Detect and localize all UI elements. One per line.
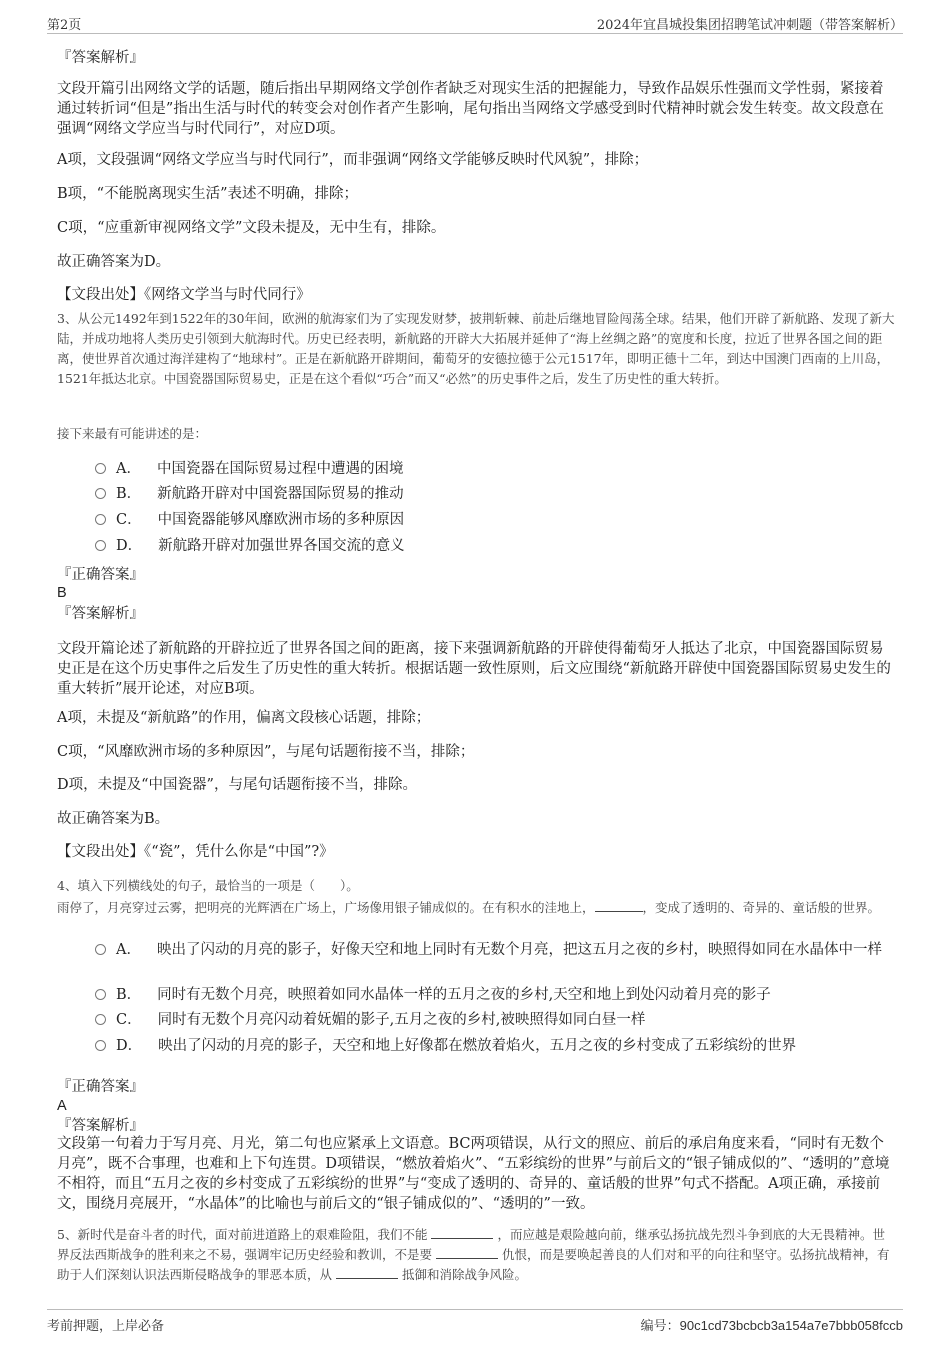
option-b[interactable]: B． 新航路开辟对中国瓷器国际贸易的推动	[95, 483, 895, 505]
blank-line	[436, 1246, 498, 1259]
blank-line	[336, 1266, 398, 1279]
option-a[interactable]: A． 映出了闪动的月亮的影子，好像天空和地上同时有无数个月亮，把这五月之夜的乡村，映照得如同在水晶体中一样	[95, 939, 895, 961]
question-4-stem: 4、填入下列横线处的句子，最恰当的一项是（ ）。	[57, 878, 359, 893]
question-5-stem: 5、新时代是奋斗者的时代，面对前进道路上的艰难险阻，我们不能 ，而应越是艰险越向前，继承弘扬抗战先烈斗争到底的大无畏精神。世界反法西斯战争的胜利来之不易，强调牢记历史经验和教训，不是要 仇恨，而是要唤起善良的人们对和平的向往和坚守。弘扬抗战精神，有助于人们深刻认识法西斯侵略战争的罪恶本质，从 抵御和消除战争风险。	[57, 1227, 890, 1282]
analysis-text: 文段第一句着力于写月亮、月光，第二句也应紧承上文语意。BC两项错误，从行文的照应、前后的承启角度来看，“同时有无数个月亮”，既不合事理，也难和上下句连贯。D项错误，“燃放着焰火”、“五彩缤纷的世界”与前后文的“银子铺成似的”、“透明的”意境不相符，而且“五月之夜的乡村变成了五彩缤纷的世界”与“变成了透明的、奇异的、童话般的世界”句式不搭配。A项正确，承接前文，围绕月亮展开，“水晶体”的比喻也与前后文的“银子铺成似的”、“透明的”一致。	[57, 1136, 890, 1212]
option-d[interactable]: D． 映出了闪动的月亮的影子，天空和地上好像都在燃放着焰火，五月之夜的乡村变成了五彩缤纷的世界	[95, 1035, 895, 1057]
source-citation: 【文段出处】《“瓷”，凭什么你是“中国”?》	[57, 844, 334, 860]
analysis-heading: 『答案解析』	[57, 50, 144, 66]
question-3-stem: 3、从公元1492年到1522年的30年间，欧洲的航海家们为了实现发财梦，披荆斩棘、前赴后继地冒险闯荡全球。结果，他们开辟了新航路、发现了新大陆，并成功地将人类历史引领到大航海时代。历史已经表明，新航路的开辟大大拓展并延伸了“海上丝绸之路”的宽度和长度，拉近了世界各国之间的距离，使世界首次通过海洋建构了“地球村”。正是在新航路开辟期间，葡萄牙的安德拉德于公元1517年，即明正德十二年，到达中国澳门西南的上川岛，1521年抵达北京。中国瓷器国际贸易史，正是在这个看似“巧合”而又“必然”的历史事件之后，发生了历史性的重大转折。	[57, 311, 895, 386]
radio-button[interactable]	[95, 488, 106, 499]
analysis-text: 文段开篇论述了新航路的开辟拉近了世界各国之间的距离，接下来强调新航路的开辟使得葡萄牙人抵达了北京，中国瓷器国际贸易史正是在这个历史事件之后发生了历史性的重大转折。根据话题一致性原则，后文应围绕“新航路开辟使中国瓷器国际贸易史发生的重大转折”展开论述，对应B项。	[57, 641, 891, 697]
analysis-line: A项，文段强调“网络文学应当与时代同行”，而非强调“网络文学能够反映时代风貌”，排除；	[57, 152, 649, 168]
analysis-heading: 『答案解析』	[57, 606, 144, 622]
page-header	[47, 11, 903, 34]
footer-slogan: 考前押题，上岸必备	[47, 1319, 165, 1334]
option-d[interactable]: D． 新航路开辟对加强世界各国交流的意义	[95, 535, 895, 557]
option-c[interactable]: C． 同时有无数个月亮闪动着妩媚的影子,五月之夜的乡村,被映照得如同白昼一样	[95, 1009, 895, 1031]
analysis-line: C项，“风靡欧洲市场的多种原因”，与尾句话题衔接不当，排除；	[57, 744, 475, 760]
radio-button[interactable]	[95, 944, 106, 955]
blank-line	[595, 899, 643, 912]
correct-answer-heading: 『正确答案』	[57, 567, 144, 583]
radio-button[interactable]	[95, 514, 106, 525]
option-a[interactable]: A． 中国瓷器在国际贸易过程中遭遇的困境	[95, 458, 895, 480]
option-c[interactable]: C． 中国瓷器能够风靡欧洲市场的多种原因	[95, 509, 895, 531]
option-b[interactable]: B． 同时有无数个月亮，映照着如同水晶体一样的五月之夜的乡村,天空和地上到处闪动着月亮的影子	[95, 984, 895, 1006]
analysis-line: A项，未提及“新航路”的作用，偏离文段核心话题，排除；	[57, 710, 431, 726]
radio-button[interactable]	[95, 1014, 106, 1025]
analysis-line: B项，“不能脱离现实生活”表述不明确，排除；	[57, 186, 358, 202]
correct-answer: A	[57, 1098, 67, 1114]
question-4-passage: 雨停了，月亮穿过云雾，把明亮的光辉洒在广场上，广场像用银子铺成似的。在有积水的洼地上， ，变成了透明的、奇异的、童话般的世界。	[57, 900, 881, 915]
document-code: 编号：90c1cd73bcbcb3a154a7e7bbb058fccb	[640, 1318, 903, 1334]
analysis-line: 故正确答案为D。	[57, 254, 171, 270]
analysis-line: D项，未提及“中国瓷器”，与尾句话题衔接不当，排除。	[57, 777, 417, 793]
question-3-prompt: 接下来最有可能讲述的是：	[57, 426, 208, 441]
page-footer	[47, 1309, 903, 1334]
analysis-heading: 『答案解析』	[57, 1118, 144, 1134]
radio-button[interactable]	[95, 989, 106, 1000]
analysis-line: C项，“应重新审视网络文学”文段未提及，无中生有，排除。	[57, 220, 446, 236]
radio-button[interactable]	[95, 463, 106, 474]
source-citation: 【文段出处】《网络文学当与时代同行》	[57, 287, 311, 303]
page-number: 第2页	[47, 18, 82, 33]
correct-answer: B	[57, 585, 67, 601]
analysis-text: 文段开篇引出网络文学的话题，随后指出早期网络文学创作者缺乏对现实生活的把握能力，导致作品娱乐性强而文学性弱，紧接着通过转折词“但是”指出生活与时代的转变会对创作者产生影响，尾句指出当网络文学感受到时代精神时就会发生转变。故文段意在强调“网络文学应当与时代同行”，对应D项。	[57, 81, 884, 137]
blank-line	[431, 1226, 493, 1239]
document-title: 2024年宜昌城投集团招聘笔试冲刺题（带答案解析）	[596, 18, 903, 33]
radio-button[interactable]	[95, 1040, 106, 1051]
correct-answer-heading: 『正确答案』	[57, 1079, 144, 1095]
analysis-line: 故正确答案为B。	[57, 811, 170, 827]
radio-button[interactable]	[95, 540, 106, 551]
